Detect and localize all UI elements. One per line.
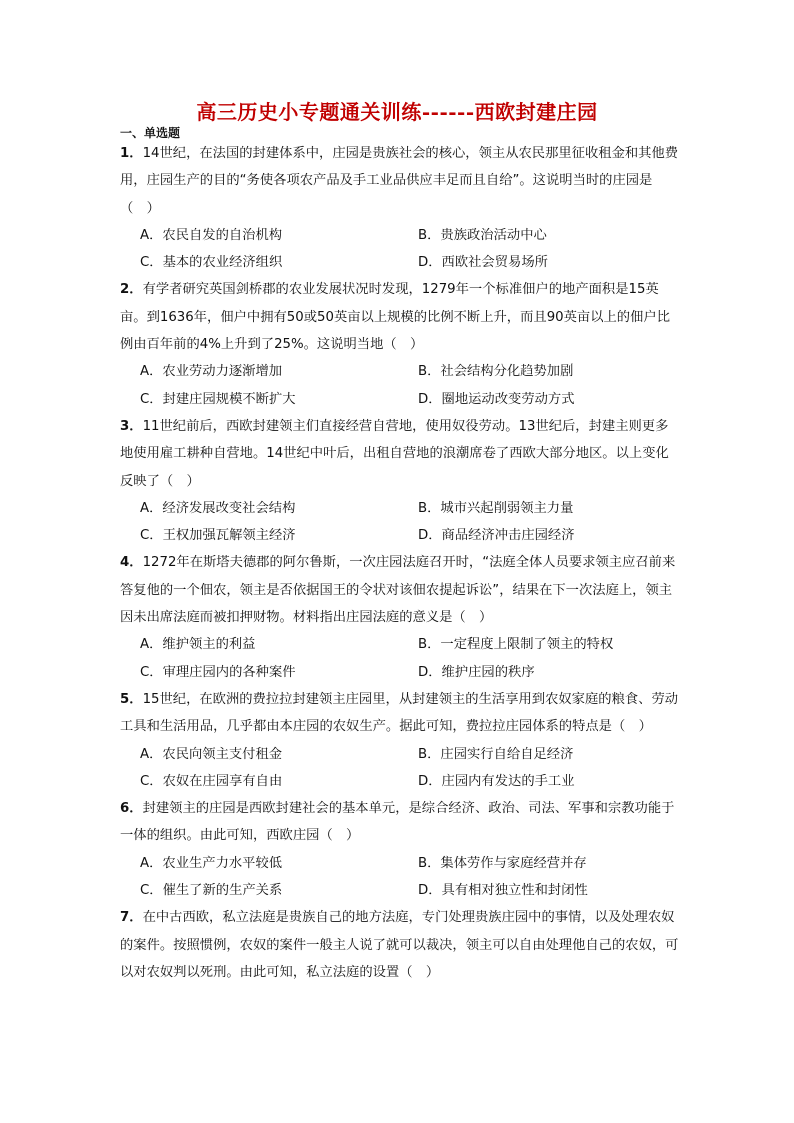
question-number: 5． [120,691,143,707]
question-stem: 14世纪，在法国的封建体系中，庄园是贵族社会的核心，领主从农民那里征收租金和其他费用，庄园生产的目的“务使各项农产品及手工业品供应丰足而且自给”。这说明当时的庄园是（ ） [120,146,679,216]
question-2-options [120,358,680,413]
question-1-options [120,222,680,277]
option-row [120,249,680,276]
option-c: C．农奴在庄园享有自由 [140,773,283,789]
option-b: B．城市兴起削弱领主力量 [418,500,574,516]
question-3 [120,413,680,495]
question-number: 3． [120,418,143,434]
option-d: D．西欧社会贸易场所 [418,255,548,271]
option-b: B．社会结构分化趋势加剧 [418,364,574,380]
option-a: A．维护领主的利益 [140,637,256,653]
option-row [120,222,680,249]
option-row [120,386,680,413]
option-c: C．封建庄园规模不断扩大 [140,391,296,407]
option-d: D．具有相对独立性和封闭性 [418,883,588,899]
page-title: 高三历史小专题通关训练------西欧封建庄园 [196,100,598,124]
option-b: B．一定程度上限制了领主的特权 [418,637,614,653]
question-number: 6． [120,801,143,817]
option-a: A．农民向领主支付租金 [140,746,283,762]
question-3-options [120,495,680,550]
question-stem: 有学者研究英国剑桥郡的农业发展状况时发现，1279年一个标准佃户的地产面积是15英亩。到1636年，佃户中拥有50或50英亩以上规模的比例不断上升，而且90英亩以上的佃户比例由百年前的4%上升到了25%。这说明当地（ ） [120,282,670,353]
question-4-options [120,631,680,686]
option-d: D．圈地运动改变劳动方式 [418,391,575,407]
option-c: C．基本的农业经济组织 [140,255,283,271]
question-6 [120,795,680,850]
option-row [120,358,680,385]
question-stem: 11世纪前后，西欧封建领主们直接经营自营地，使用奴役劳动。13世纪后，封建主则更多地使用雇工耕种自营地。14世纪中叶后，出租自营地的浪潮席卷了西欧大部分地区。以上变化反映了（ ） [120,418,669,489]
option-c: C．王权加强瓦解领主经济 [140,528,296,544]
option-d: D．商品经济冲击庄园经济 [418,528,575,544]
option-row [120,741,680,768]
question-5-options [120,741,680,796]
question-5 [120,686,680,741]
option-row [120,659,680,686]
option-b: B．庄园实行自给自足经济 [418,746,574,762]
question-stem: 在中古西欧，私立法庭是贵族自己的地方法庭，专门处理贵族庄园中的事情，以及处理农奴的案件。按照惯例，农奴的案件一般主人说了就可以裁决，领主可以自由处理他自己的农奴，可以对农奴判以死刑。由此可知，私立法庭的设置（ ） [120,910,679,980]
section-heading: 一、单选题 [120,126,181,140]
question-number: 2． [120,282,143,298]
option-d: D．维护庄园的秩序 [418,664,535,680]
question-number: 7． [120,910,143,926]
question-1 [120,140,680,222]
question-4 [120,549,680,631]
question-number: 1． [120,146,143,161]
option-b: B．集体劳作与家庭经营并存 [418,855,587,871]
option-row [120,877,680,904]
option-a: A．农业生产力水平较低 [140,855,283,871]
option-a: A．农民自发的自治机构 [140,227,283,243]
option-row [120,522,680,549]
option-d: D．庄园内有发达的手工业 [418,773,575,789]
question-stem: 1272年在斯塔夫德郡的阿尔鲁斯，一次庄园法庭召开时，“法庭全体人员要求领主应召前来答复他的一个佃农，领主是否依据国王的令状对该佃农提起诉讼”，结果在下一次法庭上，领主因未出席法庭而被扣押财物。材料指出庄园法庭的意义是（ ） [120,555,676,626]
option-a: A．农业劳动力逐渐增加 [140,364,283,380]
option-row [120,495,680,522]
option-b: B．贵族政治活动中心 [418,227,547,243]
question-stem: 封建领主的庄园是西欧封建社会的基本单元，是综合经济、政治、司法、军事和宗教功能于一体的组织。由此可知，西欧庄园（ ） [120,801,675,844]
option-c: C．审理庄园内的各种案件 [140,664,296,680]
option-row [120,768,680,795]
question-list [120,140,680,986]
question-number: 4． [120,555,143,571]
option-a: A．经济发展改变社会结构 [140,500,296,516]
question-6-options [120,850,680,905]
question-2 [120,276,680,358]
option-row [120,631,680,658]
question-7 [120,904,680,986]
question-stem: 15世纪，在欧洲的费拉拉封建领主庄园里，从封建领主的生活享用到农奴家庭的粮食、劳动工具和生活用品，几乎都由本庄园的农奴生产。据此可知，费拉拉庄园体系的特点是（ ） [120,691,679,735]
option-row [120,850,680,877]
option-c: C．催生了新的生产关系 [140,883,283,899]
